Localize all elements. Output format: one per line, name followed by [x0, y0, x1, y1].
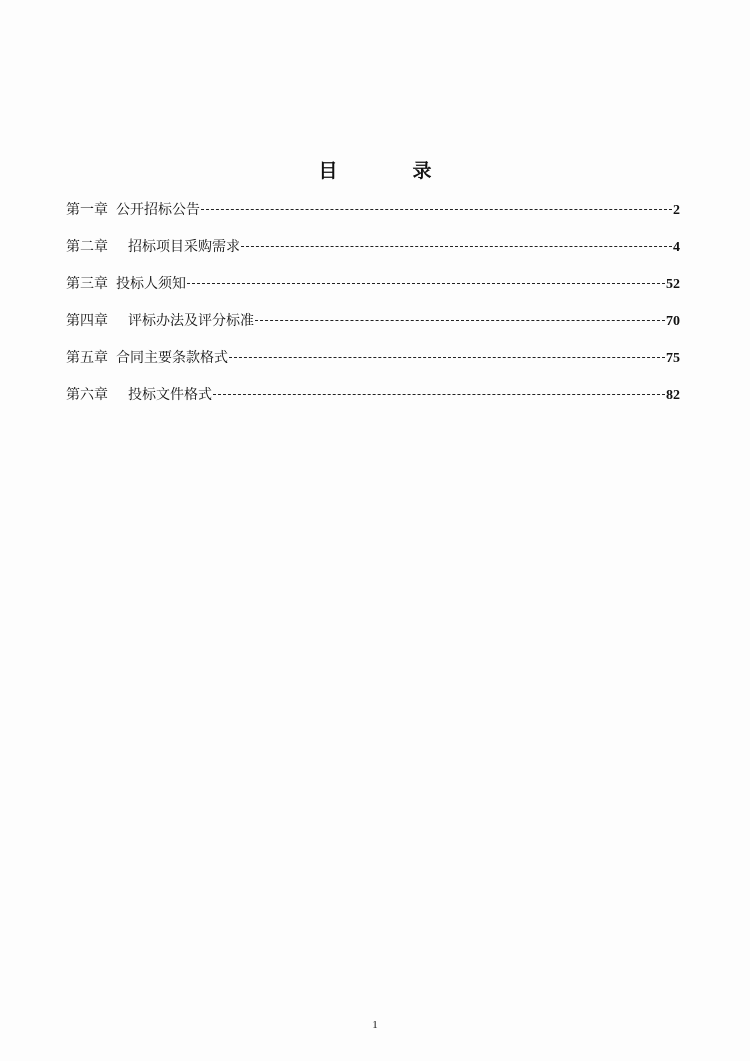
toc-leader [255, 320, 665, 321]
toc-list [66, 199, 680, 421]
toc-chapter-name: 评标办法及评分标准 [128, 313, 254, 329]
toc-entry-2[interactable] [66, 236, 680, 273]
toc-leader [229, 357, 665, 358]
toc-chapter: 第三章 [66, 276, 108, 292]
toc-page-number: 82 [666, 388, 680, 403]
toc-entry-6[interactable] [66, 384, 680, 421]
toc-page-number: 75 [666, 351, 680, 366]
toc-chapter-name: 投标文件格式 [128, 387, 212, 403]
toc-entry-5[interactable] [66, 347, 680, 384]
toc-chapter: 第六章 [66, 387, 108, 403]
toc-page-number: 4 [673, 240, 680, 255]
toc-chapter-name: 公开招标公告 [116, 202, 200, 218]
toc-chapter: 第四章 [66, 313, 108, 329]
toc-leader [187, 283, 665, 284]
toc-entry-4[interactable] [66, 310, 680, 347]
toc-chapter-name: 合同主要条款格式 [116, 350, 228, 366]
toc-title: 目 录 [318, 160, 460, 182]
toc-chapter-name: 招标项目采购需求 [128, 239, 240, 255]
toc-page-number: 52 [666, 277, 680, 292]
toc-chapter: 第二章 [66, 239, 108, 255]
toc-entry-3[interactable] [66, 273, 680, 310]
toc-leader [201, 209, 672, 210]
toc-chapter: 第五章 [66, 350, 108, 366]
toc-chapter-name: 投标人须知 [116, 276, 186, 292]
page-number: 1 [372, 1019, 378, 1031]
toc-page-number: 70 [666, 314, 680, 329]
toc-leader [241, 246, 672, 247]
toc-entry-1[interactable] [66, 199, 680, 236]
toc-page-number: 2 [673, 203, 680, 218]
toc-chapter: 第一章 [66, 202, 108, 218]
toc-leader [213, 394, 665, 395]
